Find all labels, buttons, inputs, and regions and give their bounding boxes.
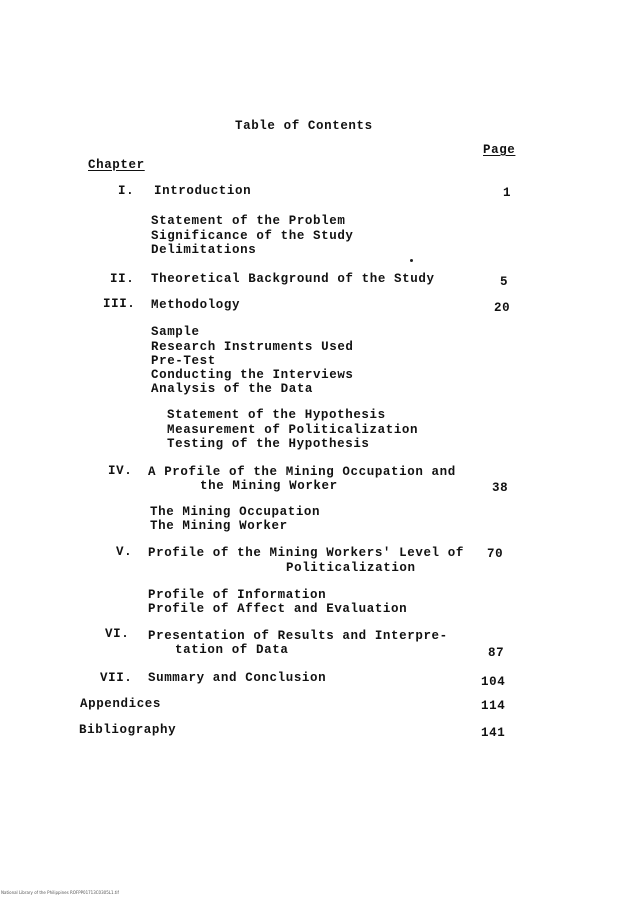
chapter-1-section-3: Delimitations [151, 243, 257, 257]
chapter-4-number: IV. [108, 464, 133, 478]
chapter-5-title-line-1: Profile of the Mining Workers' Level of [148, 546, 464, 560]
chapter-6-title-line-1: Presentation of Results and Interpre- [148, 629, 448, 643]
page-column-header: Page [483, 143, 516, 157]
chapter-3-page: 20 [494, 301, 511, 315]
bibliography-label: Bibliography [79, 723, 177, 737]
chapter-4-section-1: The Mining Occupation [150, 505, 321, 519]
chapter-2-page: 5 [500, 275, 509, 289]
chapter-6-page: 87 [488, 646, 505, 660]
scan-footer: National Library of the Philippines ROFPP01713C0305L1.tif [1, 890, 119, 895]
chapter-5-title-line-2: Politicalization [286, 561, 416, 575]
bibliography-page: 141 [481, 726, 506, 740]
chapter-1-page: 1 [503, 186, 512, 200]
chapter-4-page: 38 [492, 481, 509, 495]
appendices-page: 114 [481, 699, 506, 713]
chapter-3-subsection-1: Statement of the Hypothesis [167, 408, 386, 422]
chapter-5-page: 70 [487, 547, 504, 561]
chapter-3-subsection-2: Measurement of Politicalization [167, 423, 419, 437]
appendices-label: Appendices [80, 697, 162, 711]
chapter-3-subsection-3: Testing of the Hypothesis [167, 437, 370, 451]
chapter-2-number: II. [110, 272, 135, 286]
chapter-6-number: VI. [105, 627, 130, 641]
chapter-7-number: VII. [100, 671, 133, 685]
chapter-3-number: III. [103, 297, 136, 311]
chapter-6-title-line-2: tation of Data [175, 643, 289, 657]
toc-title: Table of Contents [235, 119, 373, 133]
stray-mark [410, 259, 413, 262]
chapter-column-header: Chapter [88, 158, 145, 172]
chapter-2-title: Theoretical Background of the Study [151, 272, 435, 286]
chapter-1-section-2: Significance of the Study [151, 229, 354, 243]
chapter-5-section-2: Profile of Affect and Evaluation [148, 602, 408, 616]
chapter-1-section-1: Statement of the Problem [151, 214, 346, 228]
chapter-3-title: Methodology [151, 298, 241, 312]
chapter-7-title: Summary and Conclusion [148, 671, 327, 685]
chapter-1-title: Introduction [154, 184, 252, 198]
chapter-5-section-1: Profile of Information [148, 588, 327, 602]
chapter-3-section-1: Sample [151, 325, 200, 339]
chapter-5-number: V. [116, 545, 133, 559]
chapter-4-title-line-2: the Mining Worker [200, 479, 338, 493]
chapter-3-section-3: Pre-Test [151, 354, 216, 368]
chapter-3-section-5: Analysis of the Data [151, 382, 314, 396]
chapter-4-title-line-1: A Profile of the Mining Occupation and [148, 465, 456, 479]
chapter-7-page: 104 [481, 675, 506, 689]
chapter-3-section-4: Conducting the Interviews [151, 368, 354, 382]
chapter-4-section-2: The Mining Worker [150, 519, 288, 533]
chapter-1-number: I. [118, 184, 135, 198]
chapter-3-section-2: Research Instruments Used [151, 340, 354, 354]
